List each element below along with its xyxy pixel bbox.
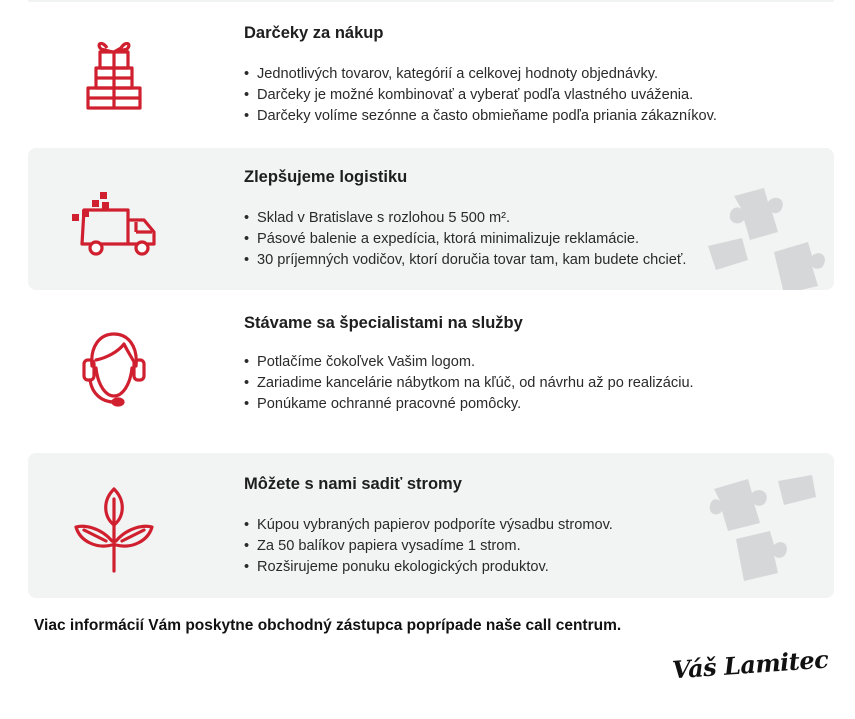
list-item: • Jednotlivých tovarov, kategórií a celkovej hodnoty objednávky.: [244, 66, 659, 82]
section-gifts: [28, 4, 834, 144]
list-item: • Za 50 balíkov papiera vysadíme 1 strom.: [244, 538, 521, 554]
section-list: [244, 64, 717, 127]
list-item: • Ponúkame ochranné pracovné pomôcky.: [244, 396, 522, 412]
headset-operator-icon: [66, 316, 162, 412]
section-trees: [28, 453, 834, 598]
list-item: • Sklad v Bratislave s rozlohou 5 500 m².: [244, 210, 511, 226]
footer-info-text: Viac informácií Vám poskytne obchodný zástupca poprípade naše call centrum.: [34, 617, 622, 634]
section-title: Stávame sa špecialistami na služby: [244, 314, 523, 332]
gift-boxes-icon: [66, 38, 162, 134]
list-item: • Pásové balenie a expedícia, ktorá minimalizuje reklamácie.: [244, 231, 640, 247]
section-list: [244, 352, 694, 415]
section-title: Zlepšujeme logistiku: [244, 168, 408, 186]
plant-sprout-icon: [66, 483, 162, 579]
puzzle-pieces-icon: [704, 176, 834, 290]
list-item: • Darčeky je možné kombinovať a vyberať podľa vlastného uváženia.: [244, 87, 694, 103]
signature: Váš Lamitec: [671, 644, 830, 685]
list-item: • Kúpou vybraných papierov podporíte výsadbu stromov.: [244, 517, 613, 533]
section-logistics: [28, 148, 834, 290]
list-item: • Darčeky volíme sezónne a často obmieňame podľa priania zákazníkov.: [244, 108, 717, 124]
section-title: Darčeky za nákup: [244, 24, 384, 42]
list-item: • 30 príjemných vodičov, ktorí doručia tovar tam, kam budete chcieť.: [244, 252, 687, 268]
list-item: • Rozširujeme ponuku ekologických produktov.: [244, 559, 549, 575]
puzzle-pieces-icon: [708, 467, 834, 587]
top-divider: [28, 0, 834, 2]
delivery-truck-icon: [66, 178, 162, 274]
section-list: [244, 208, 686, 271]
list-item: • Zariadime kancelárie nábytkom na kľúč, od návrhu až po realizáciu.: [244, 375, 694, 391]
section-title: Môžete s nami sadiť stromy: [244, 475, 462, 493]
section-list: [244, 515, 613, 578]
list-item: • Potlačíme čokoľvek Vašim logom.: [244, 354, 476, 370]
section-services: [28, 300, 834, 440]
